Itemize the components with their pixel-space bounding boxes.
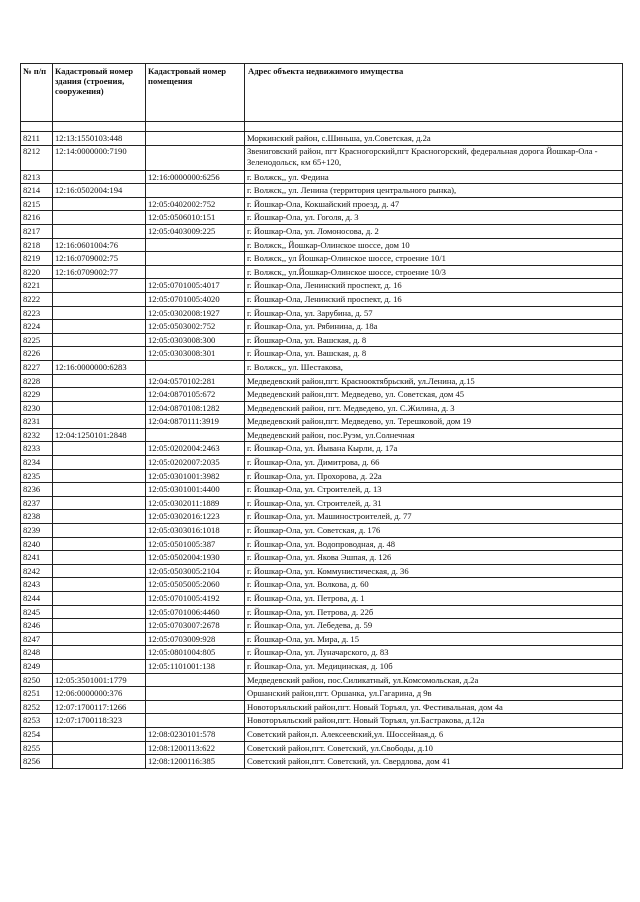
table-row [21, 415, 623, 429]
row-number: 8249 [21, 659, 53, 673]
table-row [21, 292, 623, 306]
property-address: г. Йошкар-Ола, Ленинский проспект, д. 16 [245, 292, 623, 306]
row-number: 8212 [21, 145, 53, 170]
row-number: 8251 [21, 687, 53, 701]
room-cadastral-number [146, 360, 245, 374]
room-cadastral-number: 12:05:0506010:151 [146, 211, 245, 225]
room-cadastral-number: 12:05:0503005:2104 [146, 564, 245, 578]
table-row [21, 145, 623, 170]
row-number: 8214 [21, 184, 53, 198]
property-address: г. Волжск,, ул Йошкар-Олинское шоссе, строение 10/1 [245, 252, 623, 266]
room-cadastral-number: 12:05:0501005:387 [146, 537, 245, 551]
room-cadastral-number [146, 428, 245, 442]
row-number: 8248 [21, 646, 53, 660]
table-row [21, 360, 623, 374]
room-cadastral-number [146, 687, 245, 701]
property-address: г. Йошкар-Ола, ул. Лебедева, д. 59 [245, 619, 623, 633]
row-number: 8232 [21, 428, 53, 442]
table-row [21, 537, 623, 551]
property-address: г. Йошкар-Ола, ул. Петрова, д. 22б [245, 605, 623, 619]
room-cadastral-number: 12:05:0202004:2463 [146, 442, 245, 456]
building-cadastral-number [53, 727, 146, 741]
building-cadastral-number [53, 211, 146, 225]
property-address: г. Йошкар-Ола, ул. Прохорова, д. 22а [245, 469, 623, 483]
room-cadastral-number: 12:05:0403009:225 [146, 224, 245, 238]
table-row [21, 306, 623, 320]
table-row [21, 170, 623, 184]
row-number: 8228 [21, 374, 53, 388]
building-cadastral-number: 12:14:0000000:7190 [53, 145, 146, 170]
property-address: Медведевский район,пгт. Краснооктябрьский, ул.Ленина, д.15 [245, 374, 623, 388]
property-address: Моркинский район, с.Шиньша, ул.Советская, д.2а [245, 132, 623, 146]
row-number: 8255 [21, 741, 53, 755]
property-address: г. Йошкар-Ола, Кокшайский проезд, д. 47 [245, 197, 623, 211]
property-address: Советский район,п. Алексеевский,ул. Шоссейная,д. 6 [245, 727, 623, 741]
table-row [21, 564, 623, 578]
row-number: 8236 [21, 483, 53, 497]
table-row [21, 659, 623, 673]
room-cadastral-number: 12:08:1200113:622 [146, 741, 245, 755]
building-cadastral-number [53, 741, 146, 755]
building-cadastral-number: 12:16:0000000:6283 [53, 360, 146, 374]
property-address: г. Волжск,, ул. Федина [245, 170, 623, 184]
room-cadastral-number: 12:05:0701005:4020 [146, 292, 245, 306]
building-cadastral-number [53, 646, 146, 660]
property-address: г. Йошкар-Ола, ул. Строителей, д. 13 [245, 483, 623, 497]
room-cadastral-number: 12:05:0303008:301 [146, 347, 245, 361]
room-cadastral-number: 12:05:0303008:300 [146, 333, 245, 347]
row-number: 8239 [21, 524, 53, 538]
table-row [21, 551, 623, 565]
building-cadastral-number [53, 388, 146, 402]
header-room-cadastral: Кадастровый номер помещения [146, 64, 245, 122]
row-number: 8230 [21, 401, 53, 415]
table-row [21, 469, 623, 483]
building-cadastral-number [53, 483, 146, 497]
table-row [21, 224, 623, 238]
room-cadastral-number: 12:08:0230101:578 [146, 727, 245, 741]
building-cadastral-number [53, 333, 146, 347]
room-cadastral-number: 12:04:0870111:3919 [146, 415, 245, 429]
building-cadastral-number: 12:04:1250101:2848 [53, 428, 146, 442]
room-cadastral-number: 12:04:0870105:672 [146, 388, 245, 402]
room-cadastral-number: 12:05:0503002:752 [146, 320, 245, 334]
property-address: г. Йошкар-Ола, ул. Луначарского, д. 83 [245, 646, 623, 660]
property-address: г. Йошкар-Ола, ул. Якова Эшпая, д. 126 [245, 551, 623, 565]
property-register-table [20, 63, 623, 769]
building-cadastral-number [53, 564, 146, 578]
table-row [21, 211, 623, 225]
property-address: г. Йошкар-Ола, ул. Вашская, д. 8 [245, 347, 623, 361]
table-row [21, 687, 623, 701]
property-address: Новоторъяльский район,пгт. Новый Торъял, ул.Бастракова, д.12а [245, 714, 623, 728]
building-cadastral-number [53, 320, 146, 334]
property-address: г. Йошкар-Ола, ул. Волкова, д. 60 [245, 578, 623, 592]
table-row [21, 632, 623, 646]
table-row [21, 279, 623, 293]
room-cadastral-number: 12:05:0703009:928 [146, 632, 245, 646]
row-number: 8225 [21, 333, 53, 347]
table-row [21, 524, 623, 538]
property-address: г. Йошкар-Ола, ул. Йывана Кырли, д. 17а [245, 442, 623, 456]
row-number: 8226 [21, 347, 53, 361]
building-cadastral-number [53, 401, 146, 415]
row-number: 8229 [21, 388, 53, 402]
table-row [21, 428, 623, 442]
row-number: 8224 [21, 320, 53, 334]
row-number: 8243 [21, 578, 53, 592]
room-cadastral-number: 12:16:0000000:6256 [146, 170, 245, 184]
table-row [21, 673, 623, 687]
property-address: г. Йошкар-Ола, ул. Гоголя, д. 3 [245, 211, 623, 225]
building-cadastral-number [53, 197, 146, 211]
property-address: г. Йошкар-Ола, ул. Советская, д. 176 [245, 524, 623, 538]
header-address: Адрес объекта недвижимого имущества [245, 64, 623, 122]
table-row [21, 184, 623, 198]
building-cadastral-number [53, 306, 146, 320]
row-number: 8233 [21, 442, 53, 456]
table-row [21, 265, 623, 279]
building-cadastral-number: 12:13:1550103:448 [53, 132, 146, 146]
room-cadastral-number [146, 700, 245, 714]
row-number: 8213 [21, 170, 53, 184]
building-cadastral-number: 12:07:1700117:1266 [53, 700, 146, 714]
room-cadastral-number [146, 238, 245, 252]
room-cadastral-number: 12:05:0703007:2678 [146, 619, 245, 633]
row-number: 8250 [21, 673, 53, 687]
room-cadastral-number: 12:05:0402002:752 [146, 197, 245, 211]
room-cadastral-number: 12:05:0302011:1889 [146, 496, 245, 510]
building-cadastral-number [53, 578, 146, 592]
table-row [21, 401, 623, 415]
table-row [21, 238, 623, 252]
table-row [21, 483, 623, 497]
property-address: г. Волжск,, ул.Йошкар-Олинское шоссе, строение 10/3 [245, 265, 623, 279]
room-cadastral-number: 12:05:0302008:1927 [146, 306, 245, 320]
row-number: 8215 [21, 197, 53, 211]
building-cadastral-number: 12:16:0709002:77 [53, 265, 146, 279]
table-row [21, 197, 623, 211]
property-address: г. Йошкар-Ола, ул. Димитрова, д. 66 [245, 456, 623, 470]
property-address: г. Волжск,, ул. Ленина (территория центрального рынка), [245, 184, 623, 198]
building-cadastral-number [53, 496, 146, 510]
room-cadastral-number: 12:04:0570102:281 [146, 374, 245, 388]
table-row [21, 592, 623, 606]
row-number: 8240 [21, 537, 53, 551]
building-cadastral-number: 12:16:0601004:76 [53, 238, 146, 252]
property-address: г. Йошкар-Ола, ул. Вашская, д. 8 [245, 333, 623, 347]
building-cadastral-number [53, 415, 146, 429]
room-cadastral-number: 12:05:0801004:805 [146, 646, 245, 660]
building-cadastral-number: 12:07:1700118:323 [53, 714, 146, 728]
property-address: Медведевский район, пос.Силикатный, ул.Комсомольская, д.2а [245, 673, 623, 687]
property-address: г. Йошкар-Ола, ул. Медицинская, д. 10б [245, 659, 623, 673]
table-row [21, 755, 623, 769]
table-row [21, 388, 623, 402]
property-address: г. Йошкар-Ола, ул. Коммунистическая, д. 36 [245, 564, 623, 578]
table-row [21, 619, 623, 633]
row-number: 8238 [21, 510, 53, 524]
table-row [21, 714, 623, 728]
building-cadastral-number [53, 510, 146, 524]
building-cadastral-number [53, 442, 146, 456]
room-cadastral-number [146, 265, 245, 279]
building-cadastral-number [53, 755, 146, 769]
row-number: 8252 [21, 700, 53, 714]
building-cadastral-number [53, 347, 146, 361]
room-cadastral-number: 12:05:0303016:1018 [146, 524, 245, 538]
row-number: 8217 [21, 224, 53, 238]
row-number: 8247 [21, 632, 53, 646]
table-row [21, 646, 623, 660]
table-row [21, 347, 623, 361]
building-cadastral-number [53, 592, 146, 606]
row-number: 8237 [21, 496, 53, 510]
building-cadastral-number [53, 524, 146, 538]
property-address: г. Йошкар-Ола, ул. Рябинина, д. 18а [245, 320, 623, 334]
property-address: г. Йошкар-Ола, ул. Ломоносова, д. 2 [245, 224, 623, 238]
building-cadastral-number [53, 456, 146, 470]
property-address: Медведевский район,пгт. Медведево, ул. Советская, дом 45 [245, 388, 623, 402]
property-address: Оршанский район,пгт. Оршанка, ул.Гагарина, д 9в [245, 687, 623, 701]
row-number: 8234 [21, 456, 53, 470]
building-cadastral-number: 12:06:0000000:376 [53, 687, 146, 701]
property-address: г. Йошкар-Ола, ул. Водопроводная, д. 48 [245, 537, 623, 551]
row-number: 8244 [21, 592, 53, 606]
table-row [21, 320, 623, 334]
building-cadastral-number [53, 537, 146, 551]
table-row [21, 333, 623, 347]
building-cadastral-number [53, 279, 146, 293]
building-cadastral-number [53, 605, 146, 619]
property-address: г. Волжск,, Йошкар-Олинское шоссе, дом 10 [245, 238, 623, 252]
room-cadastral-number: 12:05:0701005:4017 [146, 279, 245, 293]
building-cadastral-number [53, 551, 146, 565]
row-number: 8219 [21, 252, 53, 266]
property-register-page [20, 63, 622, 769]
building-cadastral-number [53, 374, 146, 388]
row-number: 8211 [21, 132, 53, 146]
building-cadastral-number [53, 659, 146, 673]
property-address: г. Йошкар-Ола, ул. Строителей, д. 31 [245, 496, 623, 510]
row-number: 8218 [21, 238, 53, 252]
property-address: Советский район,пгт. Советский, ул. Свердлова, дом 41 [245, 755, 623, 769]
room-cadastral-number: 12:05:0701006:4460 [146, 605, 245, 619]
room-cadastral-number [146, 145, 245, 170]
table-row [21, 510, 623, 524]
room-cadastral-number: 12:08:1200116:385 [146, 755, 245, 769]
building-cadastral-number [53, 632, 146, 646]
table-row [21, 442, 623, 456]
table-body [21, 122, 623, 769]
property-address: Медведевский район, пос.Руэм, ул.Солнечная [245, 428, 623, 442]
room-cadastral-number: 12:05:0202007:2035 [146, 456, 245, 470]
row-number: 8231 [21, 415, 53, 429]
building-cadastral-number [53, 224, 146, 238]
room-cadastral-number: 12:05:0301001:3982 [146, 469, 245, 483]
room-cadastral-number [146, 252, 245, 266]
table-header-row [21, 64, 623, 122]
property-address: г. Волжск,, ул. Шестакова, [245, 360, 623, 374]
property-address: г. Йошкар-Ола, ул. Машиностроителей, д. 77 [245, 510, 623, 524]
row-number: 8256 [21, 755, 53, 769]
row-number: 8227 [21, 360, 53, 374]
table-row [21, 700, 623, 714]
table-row [21, 727, 623, 741]
building-cadastral-number [53, 469, 146, 483]
header-number: № п/п [21, 64, 53, 122]
building-cadastral-number: 12:16:0709002:75 [53, 252, 146, 266]
table-row [21, 132, 623, 146]
table-row [21, 252, 623, 266]
table-row [21, 456, 623, 470]
row-number: 8242 [21, 564, 53, 578]
row-number: 8245 [21, 605, 53, 619]
table-row [21, 496, 623, 510]
room-cadastral-number [146, 184, 245, 198]
row-number: 8246 [21, 619, 53, 633]
room-cadastral-number [146, 714, 245, 728]
header-building-cadastral: Кадастровый номер здания (строения, сооружения) [53, 64, 146, 122]
building-cadastral-number [53, 619, 146, 633]
property-address: Медведевский район, пгт. Медведево, ул. С.Жилина, д. 3 [245, 401, 623, 415]
building-cadastral-number: 12:05:3501001:1779 [53, 673, 146, 687]
property-address: Медведевский район,пгт. Медведево, ул. Терешковой, дом 19 [245, 415, 623, 429]
property-address: Советский район,пгт. Советский, ул.Свободы, д.10 [245, 741, 623, 755]
row-number: 8241 [21, 551, 53, 565]
property-address: г. Йошкар-Ола, ул. Зарубина, д. 57 [245, 306, 623, 320]
property-address: Новоторъяльский район,пгт. Новый Торъял, ул. Фестивальная, дом 4а [245, 700, 623, 714]
header-spacer-row [21, 122, 623, 132]
row-number: 8253 [21, 714, 53, 728]
table-row [21, 578, 623, 592]
building-cadastral-number [53, 292, 146, 306]
row-number: 8221 [21, 279, 53, 293]
row-number: 8254 [21, 727, 53, 741]
room-cadastral-number [146, 132, 245, 146]
property-address: Звениговский район, пгт Красногорский,пгт Красногорский, федеральная дорога Йошкар-Ола - Зеленодольск, км 65+120, [245, 145, 623, 170]
room-cadastral-number: 12:05:0502004:1930 [146, 551, 245, 565]
table-row [21, 741, 623, 755]
row-number: 8222 [21, 292, 53, 306]
row-number: 8235 [21, 469, 53, 483]
room-cadastral-number: 12:04:0870108:1282 [146, 401, 245, 415]
room-cadastral-number: 12:05:0302016:1223 [146, 510, 245, 524]
property-address: г. Йошкар-Ола, ул. Мира, д. 15 [245, 632, 623, 646]
row-number: 8220 [21, 265, 53, 279]
property-address: г. Йошкар-Ола, ул. Петрова, д. 1 [245, 592, 623, 606]
property-address: г. Йошкар-Ола, Ленинский проспект, д. 16 [245, 279, 623, 293]
table-row [21, 374, 623, 388]
room-cadastral-number: 12:05:0301001:4400 [146, 483, 245, 497]
row-number: 8223 [21, 306, 53, 320]
building-cadastral-number [53, 170, 146, 184]
room-cadastral-number: 12:05:0505005:2060 [146, 578, 245, 592]
room-cadastral-number [146, 673, 245, 687]
row-number: 8216 [21, 211, 53, 225]
table-row [21, 605, 623, 619]
building-cadastral-number: 12:16:0502004:194 [53, 184, 146, 198]
room-cadastral-number: 12:05:0701005:4192 [146, 592, 245, 606]
room-cadastral-number: 12:05:1101001:138 [146, 659, 245, 673]
